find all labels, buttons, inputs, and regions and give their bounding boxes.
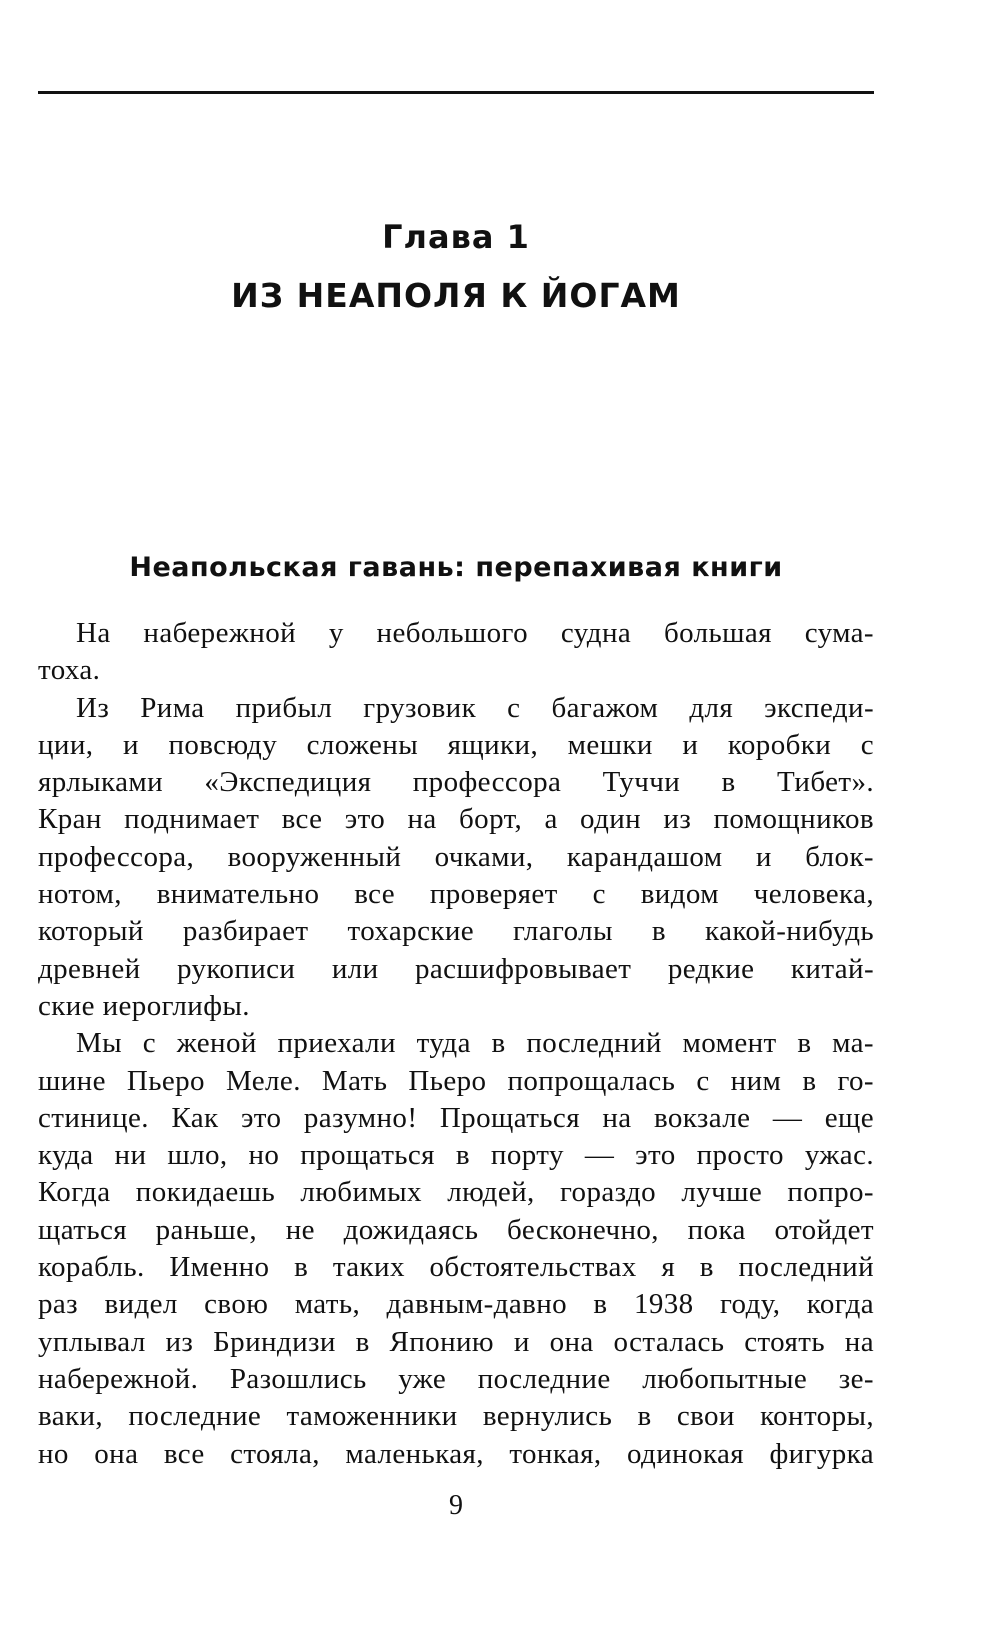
- text-line: профессора, вооруженный очками, карандашом и блок-: [38, 840, 874, 873]
- paragraph: [38, 690, 874, 1026]
- text-line: корабль. Именно в таких обстоятельствах я в последний: [38, 1251, 874, 1284]
- text-line: ярлыками «Экспедиция профессора Туччи в Тибет».: [38, 766, 874, 799]
- text-line: ваки, последние таможенники вернулись в свои конторы,: [38, 1400, 874, 1433]
- chapter-number: Глава 1: [382, 218, 530, 256]
- paragraph: [38, 1025, 874, 1473]
- section-heading: Неапольская гавань: перепахивая книги: [129, 552, 783, 583]
- text-line: но она все стояла, маленькая, тонкая, одинокая фигурка: [38, 1437, 874, 1470]
- text-line: уплывал из Бриндизи в Японию и она осталась стоять на: [38, 1325, 874, 1358]
- text-line: раз видел свою мать, давным-давно в 1938 году, когда: [38, 1288, 874, 1321]
- text-line: набережной. Разошлись уже последние любопытные зе-: [38, 1362, 874, 1395]
- text-line: который разбирает тохарские глаголы в какой-нибудь: [38, 915, 874, 948]
- text-line: Из Рима прибыл грузовик с багажом для экспеди-: [76, 691, 874, 724]
- chapter-title: ИЗ НЕАПОЛЯ К ЙОГАМ: [231, 276, 681, 315]
- body-text: [38, 615, 874, 1473]
- text-line: Мы с женой приехали туда в последний момент в ма-: [76, 1027, 874, 1060]
- paragraph: [38, 615, 874, 690]
- header-rule: [38, 91, 874, 94]
- text-line: Кран поднимает все это на борт, а один из помощников: [38, 803, 874, 836]
- text-line: нотом, внимательно все проверяет с видом человека,: [38, 878, 874, 911]
- text-line: ции, и повсюду сложены ящики, мешки и коробки с: [38, 728, 874, 761]
- text-line: куда ни шло, но прощаться в порту — это просто ужас.: [38, 1139, 874, 1172]
- text-line: щаться раньше, не дожидаясь бесконечно, пока отойдет: [38, 1213, 874, 1246]
- text-line: На набережной у небольшого судна большая сума-: [76, 617, 874, 649]
- text-line: стинице. Как это разумно! Прощаться на вокзале — еще: [38, 1101, 874, 1134]
- text-line: Когда покидаешь любимых людей, гораздо лучше попро-: [38, 1176, 874, 1209]
- text-line: ские иероглифы.: [38, 989, 250, 1022]
- page-number: 9: [449, 1490, 463, 1521]
- text-line: древней рукописи или расшифровывает редкие китай-: [38, 952, 874, 985]
- text-line: тоха.: [38, 654, 101, 687]
- text-line: шине Пьеро Меле. Мать Пьеро попрощалась с ним в го-: [38, 1064, 874, 1097]
